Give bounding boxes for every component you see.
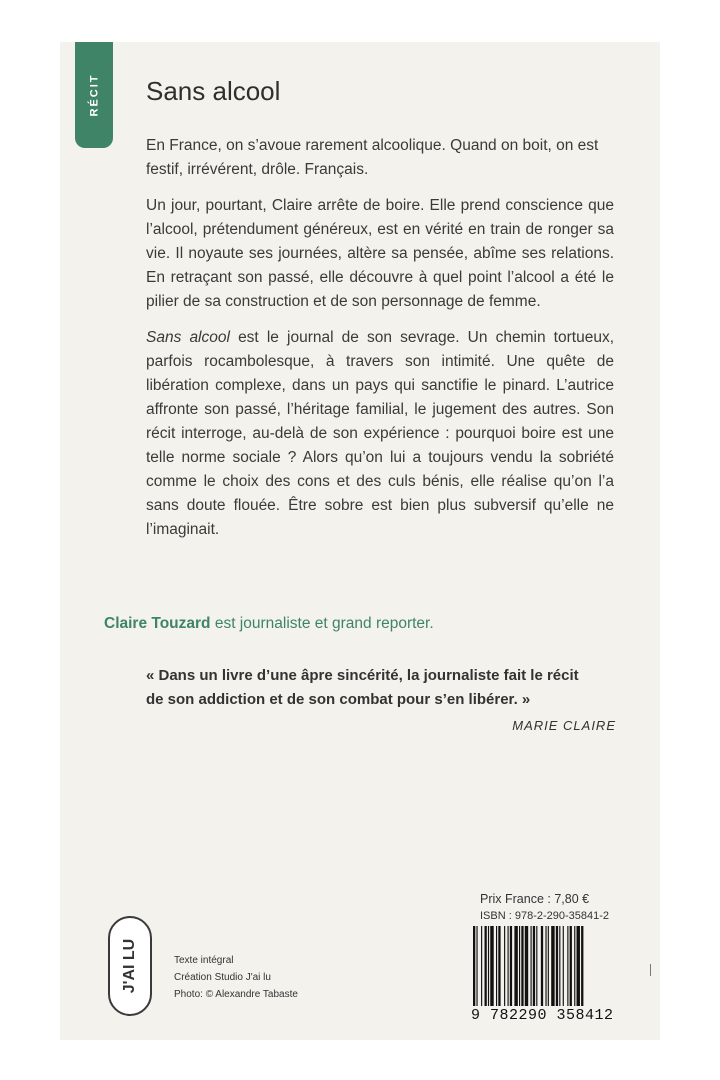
barcode-bar [514, 926, 517, 1006]
barcode-number: 9 782290 358412 [471, 1007, 623, 1024]
barcode-bar [488, 926, 489, 1006]
barcode-bar [496, 926, 497, 1006]
blurb-paragraph-3 [146, 326, 614, 542]
blurb [146, 134, 614, 554]
barcode-bar [556, 926, 558, 1006]
barcode-bar [563, 926, 564, 1006]
barcode-bar [581, 926, 583, 1006]
barcode-bar [551, 926, 554, 1006]
quote-line-1: « Dans un livre d’une âpre sincérité, la journaliste fait le récit [146, 667, 579, 684]
credits [174, 952, 298, 1003]
blurb-paragraph-2: Un jour, pourtant, Claire arrête de boire. Elle prend conscience que l’alcool, prétendument généreux, est en vérité en train de ronger sa vie. Il noyaute ses journées, altère sa pensée, abîme ses relations. En retraçant son passé, elle découvre à quel point l’alcool a été le pilier de sa construction et de son personnage de femme. [146, 197, 614, 310]
barcode-bar [476, 926, 477, 1006]
barcode-bar [525, 926, 528, 1006]
barcode-bar [485, 926, 487, 1006]
barcode-bar [536, 926, 537, 1006]
barcode-bar [510, 926, 512, 1006]
blurb-paragraph-3-text: est le journal de son sevrage. Un chemin tortueux, parfois rocambolesque, à travers son intimité. Une quête de libération complexe, dans un pays qui sanctifie le pinard. L’autrice affronte son passé, l’héritage familial, le jugement des autres. Son récit interroge, au-delà de son expérience : pourquoi boire est une telle norme sociale ? Alors qu’on lui a toujours vendu la sobriété comme le choix des cons et des culs bénis, elle réalise qu’on l’a sans doute flouée. Être sobre est bien plus subversif qu’elle ne l’imaginait. [146, 329, 614, 538]
publisher-logo [108, 916, 152, 1016]
book-title: Sans alcool [146, 76, 281, 106]
quote-line-2: de son addiction et de son combat pour s’en libérer. » [146, 691, 531, 708]
barcode-bar [570, 926, 572, 1006]
credit-line-3: Photo: © Alexandre Tabaste [174, 989, 298, 1000]
barcode-bar [473, 926, 475, 1006]
barcode-bar [504, 926, 505, 1006]
price-label: Prix France : 7,80 € [480, 892, 590, 906]
barcode-bar [548, 926, 549, 1006]
quote-source: MARIE CLAIRE [512, 718, 616, 733]
publisher-logo-text: J'AI LU [121, 938, 139, 994]
edge-mark [650, 964, 651, 976]
credit-line-1: Texte intégral [174, 955, 234, 966]
barcode-bar [498, 926, 500, 1006]
isbn-label: ISBN : 978-2-290-35841-2 [480, 910, 610, 922]
barcode-bar [533, 926, 535, 1006]
genre-tab-label: RÉCIT [88, 73, 100, 117]
credit-line-2: Création Studio J'ai lu [174, 972, 271, 983]
barcode-bar [545, 926, 546, 1006]
barcode-bar [577, 926, 580, 1006]
barcode-bar [531, 926, 532, 1006]
barcode-bar [541, 926, 543, 1006]
title-italic: Sans alcool [146, 329, 230, 346]
barcode-bar [521, 926, 523, 1006]
barcode-bar [481, 926, 482, 1006]
barcode-bar [574, 926, 575, 1006]
barcode-bar [519, 926, 520, 1006]
blurb-paragraph-1: En France, on s’avoue rarement alcoolique. Quand on boit, on est festif, irrévérent, drôle. Français. [146, 137, 599, 178]
press-quote [146, 664, 618, 712]
genre-tab [75, 42, 113, 148]
barcode-bar [508, 926, 509, 1006]
barcode-bar [559, 926, 560, 1006]
author-role: est journaliste et grand reporter. [210, 615, 434, 632]
author-name: Claire Touzard [104, 615, 211, 632]
barcode-bar [567, 926, 568, 1006]
author-bio [104, 612, 434, 636]
barcode-bar [490, 926, 493, 1006]
